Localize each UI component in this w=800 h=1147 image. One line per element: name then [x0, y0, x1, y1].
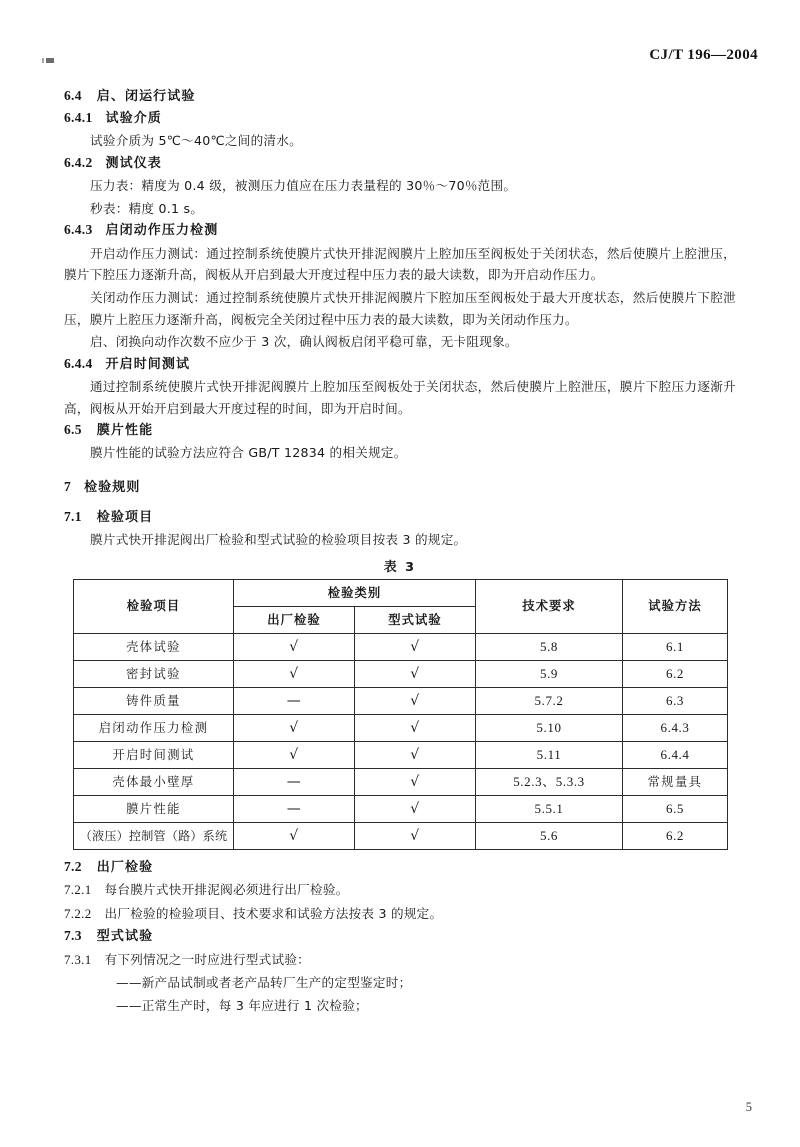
cell-factory-inspection: √ [234, 715, 355, 742]
paragraph-7-1-1: 膜片式快开排泥阀出厂检验和型式试验的检验项目按表 3 的规定。 [90, 532, 467, 548]
cell-type-test: √ [355, 661, 476, 688]
paragraph-7-2-2 [64, 903, 736, 926]
heading-6-4-1 [64, 108, 736, 129]
paragraph-7-2-1 [64, 879, 736, 902]
cell-test-method: 6.4.3 [623, 715, 728, 742]
cell-technical-requirement: 5.8 [476, 634, 623, 661]
cell-test-method: 6.2 [623, 661, 728, 688]
paragraph-7-3-1-text: 有下列情况之一时应进行型式试验： [104, 951, 310, 967]
header-type-test: 型式试验 [355, 607, 476, 634]
cell-type-test: √ [355, 634, 476, 661]
cell-inspection-item: 壳体试验 [74, 634, 234, 661]
heading-7-1-title: 检验项目 [96, 510, 154, 526]
paragraph-7-2-2-number: 7.2.2 [64, 905, 92, 921]
cell-test-method: 6.3 [623, 688, 728, 715]
paragraph-6-4-3-3: 启、闭换向动作次数不应少于 3 次，确认阀板启闭平稳可靠，无卡阻现象。 [90, 334, 518, 350]
cell-test-method: 6.1 [623, 634, 728, 661]
cell-type-test: √ [355, 688, 476, 715]
header-technical-requirement: 技术要求 [476, 580, 623, 634]
heading-6-4-4-title: 开启时间测试 [105, 356, 191, 372]
table-header-row-1 [74, 580, 728, 607]
table-row [74, 634, 728, 661]
cell-test-method: 6.5 [623, 796, 728, 823]
cell-inspection-item: 铸件质量 [74, 688, 234, 715]
heading-6-5-number: 6.5 [64, 422, 82, 438]
cell-technical-requirement: 5.7.2 [476, 688, 623, 715]
cell-type-test: √ [355, 742, 476, 769]
heading-6-4-2 [64, 153, 736, 174]
heading-7-title: 检验规则 [84, 480, 141, 496]
paragraph-6-4-1-1: 试验介质为 5℃～40℃之间的清水。 [90, 133, 302, 149]
heading-6-5 [64, 420, 736, 441]
running-head: CJ/T 196—2004 [649, 47, 758, 63]
paragraph-6-4-3-1: 开启动作压力测试：通过控制系统使膜片式快开排泥阀膜片上腔加压至阀板处于关闭状态，然后使膜片上腔泄压，膜片下腔压力逐渐升高，阀板从开启到最大开度过程中压力表的最大读数，即为开启动作压力。 [64, 245, 736, 283]
cell-technical-requirement: 5.9 [476, 661, 623, 688]
table-row [74, 796, 728, 823]
cell-inspection-item: 密封试验 [74, 661, 234, 688]
cell-test-method: 常规量具 [623, 769, 728, 796]
table-row [74, 769, 728, 796]
cell-inspection-item: （液压）控制管（路）系统 [74, 823, 234, 850]
heading-6-4-1-number: 6.4.1 [64, 110, 93, 126]
heading-7-1-number: 7.1 [64, 509, 82, 525]
paragraph-6-4-3-2: 关闭动作压力测试：通过控制系统使膜片式快开排泥阀膜片下腔加压至阀板处于最大开度状态，然后使膜片下腔泄压，膜片上腔压力逐渐升高，阀板完全关闭过程中压力表的最大读数，即为关闭动作压力。 [64, 289, 736, 327]
table-row [74, 742, 728, 769]
heading-6-4-2-number: 6.4.2 [64, 154, 93, 170]
cell-technical-requirement: 5.6 [476, 823, 623, 850]
dash-item-2: ——正常生产时，每 3 年应进行 1 次检验； [116, 998, 368, 1014]
paragraph-6-4-4-1: 通过控制系统使膜片式快开排泥阀膜片上腔加压至阀板处于关闭状态，然后使膜片上腔泄压，膜片下腔压力逐渐升高，阀板从开始开启到最大开度过程的时间，即为开启时间。 [64, 378, 736, 416]
table-row [74, 688, 728, 715]
cell-factory-inspection: √ [234, 634, 355, 661]
cell-factory-inspection: √ [234, 742, 355, 769]
table-row [74, 715, 728, 742]
cell-factory-inspection: — [234, 769, 355, 796]
heading-7-2 [64, 857, 736, 878]
cell-inspection-item: 壳体最小壁厚 [74, 769, 234, 796]
header-item: 检验项目 [74, 580, 234, 634]
heading-7 [64, 477, 736, 498]
heading-6-4 [64, 86, 736, 107]
table-row [74, 661, 728, 688]
heading-7-3-title: 型式试验 [96, 929, 154, 945]
heading-7-number: 7 [64, 479, 72, 495]
paragraph-7-2-2-text: 出厂检验的检验项目、技术要求和试验方法按表 3 的规定。 [104, 905, 443, 921]
page-number: 5 [745, 1100, 752, 1114]
cell-inspection-item: 启闭动作压力检测 [74, 715, 234, 742]
paragraph-6-4-2-2: 秒表：精度 0.1 s。 [90, 200, 204, 216]
heading-7-2-title: 出厂检验 [96, 860, 154, 875]
paragraph-7-3-1 [64, 949, 736, 972]
cell-inspection-item: 膜片性能 [74, 796, 234, 823]
cell-test-method: 6.4.4 [623, 742, 728, 769]
heading-6-4-2-title: 测试仪表 [105, 155, 162, 171]
cell-type-test: √ [355, 769, 476, 796]
cell-technical-requirement: 5.2.3、5.3.3 [476, 769, 623, 796]
cell-factory-inspection: — [234, 688, 355, 715]
paragraph-7-2-1-number: 7.2.1 [64, 882, 92, 898]
heading-6-4-3 [64, 220, 736, 241]
heading-7-3 [64, 926, 736, 947]
cell-type-test: √ [355, 796, 476, 823]
table-row [74, 823, 728, 850]
dash-item-1: ——新产品试制或者老产品转厂生产的定型鉴定时； [116, 975, 412, 991]
heading-6-4-title: 启、闭运行试验 [96, 89, 196, 104]
heading-6-4-number: 6.4 [64, 88, 82, 103]
cell-factory-inspection: √ [234, 823, 355, 850]
paragraph-7-2-1-text: 每台膜片式快开排泥阀必须进行出厂检验。 [104, 882, 349, 898]
cell-type-test: √ [355, 715, 476, 742]
cell-technical-requirement: 5.10 [476, 715, 623, 742]
heading-6-4-3-number: 6.4.3 [64, 222, 93, 238]
heading-6-4-4-number: 6.4.4 [64, 355, 93, 371]
heading-6-5-title: 膜片性能 [96, 423, 154, 439]
cell-technical-requirement: 5.5.1 [476, 796, 623, 823]
body-column [64, 86, 736, 1018]
table-caption: 表 3 [383, 560, 417, 575]
cell-test-method: 6.2 [623, 823, 728, 850]
paragraph-7-3-1-number: 7.3.1 [64, 951, 92, 967]
cell-type-test: √ [355, 823, 476, 850]
cell-factory-inspection: √ [234, 661, 355, 688]
cell-inspection-item: 开启时间测试 [74, 742, 234, 769]
cell-technical-requirement: 5.11 [476, 742, 623, 769]
heading-6-4-1-title: 试验介质 [105, 111, 162, 127]
header-category: 检验类别 [234, 580, 476, 607]
scan-artifact-mark [42, 58, 54, 63]
heading-7-2-number: 7.2 [64, 859, 82, 874]
inspection-items-table [73, 579, 728, 850]
heading-7-3-number: 7.3 [64, 928, 82, 944]
paragraph-6-4-2-1: 压力表：精度为 0.4 级，被测压力值应在压力表量程的 30％～70％范围。 [90, 178, 517, 194]
cell-factory-inspection: — [234, 796, 355, 823]
header-factory-inspection: 出厂检验 [234, 607, 355, 634]
heading-7-1 [64, 507, 736, 528]
heading-6-4-4 [64, 354, 736, 375]
table-body [74, 634, 728, 850]
header-test-method: 试验方法 [623, 580, 728, 634]
heading-6-4-3-title: 启闭动作压力检测 [105, 223, 219, 239]
paragraph-6-5-1: 膜片性能的试验方法应符合 GB/T 12834 的相关规定。 [90, 445, 407, 461]
